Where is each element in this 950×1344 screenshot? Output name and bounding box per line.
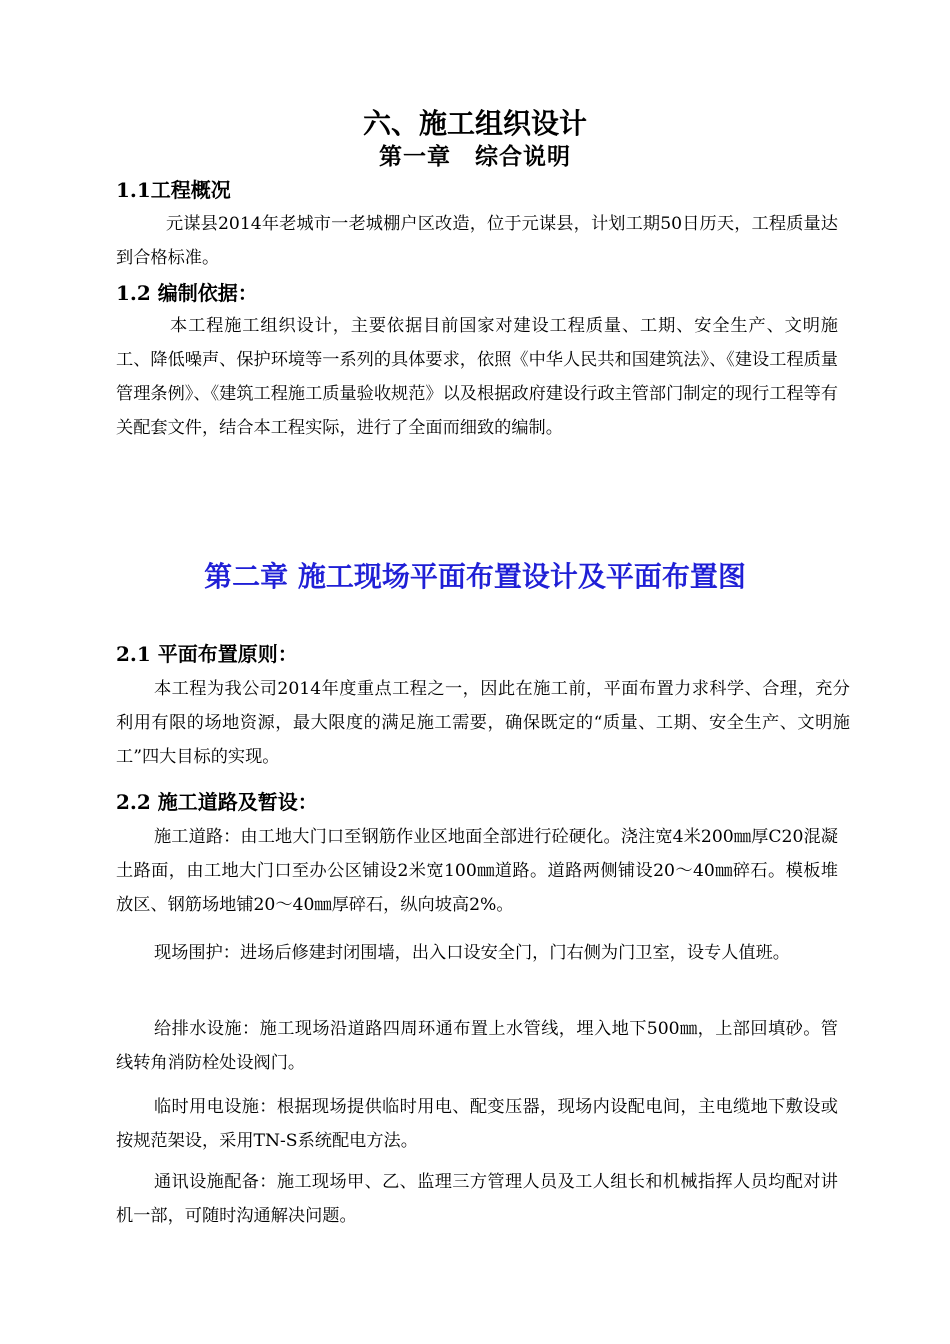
- section-1-2-heading: 1.2 编制依据：: [116, 281, 258, 305]
- section-2-1-text: 本工程为我公司2014年度重点工程之一，因此在施工前，平面布置力求科学、合理，充分利用有限的场地资源，最大限度的满足施工需要，确保既定的“质量、工期、安全生产、文明施工”四大目标的实现。: [116, 679, 850, 767]
- enclosure-paragraph: 现场围护：进场后修建封闭围墙，出入口设安全门，门右侧为门卫室，设专人值班。: [154, 943, 790, 963]
- section-2-1-heading: 2.1 平面布置原则：: [116, 642, 298, 666]
- document-title: 六、施工组织设计: [362, 107, 587, 140]
- communication-paragraph: 通讯设施配备：施工现场甲、乙、监理三方管理人员及工人组长和机械指挥人员均配对讲机一部，可随时沟通解决问题。: [116, 1172, 838, 1226]
- power-supply-paragraph: 临时用电设施：根据现场提供临时用电、配变压器，现场内设配电间，主电缆地下敷设或按规范架设，采用TN-S系统配电方法。: [116, 1097, 838, 1151]
- water-supply-paragraph: 给排水设施：施工现场沿道路四周环通布置上水管线，埋入地下500㎜，上部回填砂。管线转角消防栓处设阀门。: [116, 1019, 838, 1073]
- chapter-1-title: 第一章 综合说明: [379, 143, 571, 170]
- road-paragraph: 施工道路：由工地大门口至钢筋作业区地面全部进行砼硬化。浇注宽4米200㎜厚C20混凝土路面，由工地大门口至办公区铺设2米宽100㎜道路。道路两侧铺设20～40㎜碎石。模板堆放区、钢筋场地铺20～40㎜厚碎石，纵向坡高2%。: [116, 827, 838, 915]
- section-1-1-heading: 1.1工程概况: [116, 178, 231, 202]
- chapter-2-title: 第二章 施工现场平面布置设计及平面布置图: [204, 560, 746, 593]
- section-1-2-text: 本工程施工组织设计，主要依据目前国家对建设工程质量、工期、安全生产、文明施工、降低噪声、保护环境等一系列的具体要求，依照《中华人民共和国建筑法》、《建设工程质量管理条例》、《建筑工程施工质量验收规范》以及根据政府建设行政主管部门制定的现行工程等有关配套文件，结合本工程实际，进行了全面而细致的编制。: [116, 316, 838, 438]
- section-1-1-text: 元谋县2014年老城市一老城棚户区改造，位于元谋县，计划工期50日历天，工程质量达到合格标准。: [116, 214, 838, 268]
- section-2-2-heading: 2.2 施工道路及暂设：: [116, 790, 318, 814]
